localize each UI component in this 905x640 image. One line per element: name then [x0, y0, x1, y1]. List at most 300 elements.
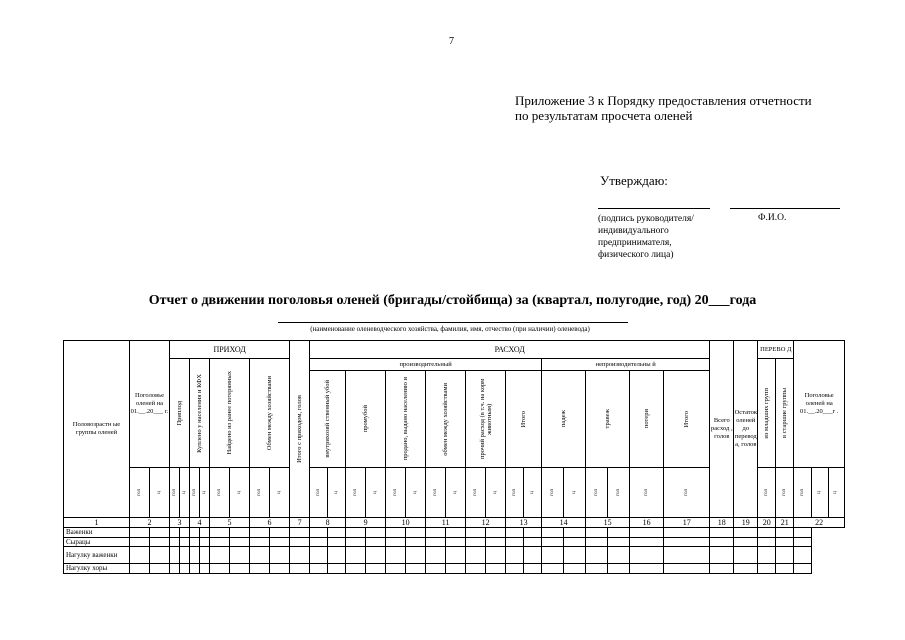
page-number: 7 — [449, 36, 454, 47]
unit-cell — [130, 468, 150, 518]
appendix-line-2: по результатам просчета оленей — [515, 108, 693, 123]
realization-col-label: продано, выдано населению и — [402, 377, 410, 461]
header-productive — [310, 359, 542, 371]
unit-label: гол — [799, 489, 805, 496]
unit-label: ц — [412, 491, 418, 494]
unit-cell — [630, 468, 664, 518]
data-cell[interactable] — [758, 547, 776, 564]
remaining-label: Остаток оленей до перевод а, голов — [734, 409, 757, 448]
header-nonproductive — [542, 359, 710, 371]
data-cell[interactable] — [710, 528, 734, 538]
col-number: 17 — [664, 518, 710, 528]
header-groups — [64, 341, 130, 518]
data-cell[interactable] — [564, 564, 586, 574]
unit-cell — [486, 468, 506, 518]
transfer-col-label: из младших групп — [763, 387, 771, 439]
data-cell[interactable] — [710, 537, 734, 547]
col-number: 8 — [310, 518, 346, 528]
data-cell[interactable] — [150, 528, 170, 538]
data-cell[interactable] — [586, 528, 608, 538]
productive-label: производительный — [399, 360, 452, 368]
data-cell[interactable] — [346, 528, 366, 538]
data-cell[interactable] — [346, 537, 366, 547]
data-cell[interactable] — [776, 564, 794, 574]
data-cell[interactable] — [270, 537, 290, 547]
transfer-label: ПЕРЕВО Д — [760, 345, 792, 353]
data-cell[interactable] — [506, 547, 524, 564]
data-cell[interactable] — [506, 564, 524, 574]
unit-cell — [828, 468, 844, 518]
header-begin-label: Поголовье оленей на 01.__.20___ г. — [130, 392, 169, 415]
realization-col-2 — [346, 371, 386, 468]
data-cell[interactable] — [734, 537, 758, 547]
nonproductive-col-label: Итого — [683, 410, 691, 428]
data-cell[interactable] — [664, 547, 710, 564]
data-cell[interactable] — [446, 547, 466, 564]
header-income-total — [290, 341, 310, 518]
col-number: 7 — [290, 518, 310, 528]
data-cell[interactable] — [406, 528, 426, 538]
data-cell[interactable] — [200, 537, 210, 547]
data-cell[interactable] — [542, 564, 564, 574]
data-cell[interactable] — [386, 547, 406, 564]
data-cell[interactable] — [776, 547, 794, 564]
data-cell[interactable] — [270, 547, 290, 564]
unit-cell — [446, 468, 466, 518]
col-number: 12 — [466, 518, 506, 528]
organization-caption: (наименование оленеводческого хозяйства, фамилия, имя, отчество (при наличии) оленевода) — [310, 325, 590, 333]
data-cell[interactable] — [630, 528, 664, 538]
data-cell[interactable] — [150, 537, 170, 547]
header-end-label: Поголовье оленей на 01.__.20___г . — [799, 392, 839, 415]
col-number: 4 — [190, 518, 210, 528]
data-cell[interactable] — [664, 564, 710, 574]
data-cell[interactable] — [406, 537, 426, 547]
data-cell[interactable] — [466, 547, 486, 564]
realization-col-label: обмен между хозяйствами — [442, 382, 450, 456]
data-cell[interactable] — [446, 564, 466, 574]
unit-cell — [328, 468, 346, 518]
income-total-label: Итого с приходом, голов — [296, 395, 304, 463]
unit-label: ц — [816, 491, 822, 494]
realization-col-3 — [386, 371, 426, 468]
table-row — [64, 564, 845, 574]
unit-label: ц — [276, 491, 282, 494]
data-cell[interactable] — [486, 528, 506, 538]
row-label: Сырацы — [64, 537, 130, 547]
header-total-expense — [710, 341, 734, 518]
data-cell[interactable] — [190, 537, 200, 547]
unit-label: гол — [472, 489, 478, 496]
data-cell[interactable] — [466, 564, 486, 574]
organization-line — [278, 322, 628, 323]
unit-cell — [426, 468, 446, 518]
productive-total-label: Итого — [520, 410, 528, 428]
unit-label: гол — [763, 489, 769, 496]
other-expense-col — [466, 371, 506, 468]
data-cell[interactable] — [270, 528, 290, 538]
data-cell[interactable] — [250, 528, 270, 538]
unit-label: гол — [511, 489, 517, 496]
nonproductive-col-label: потери — [643, 409, 651, 429]
nonproductive-col-3 — [630, 371, 664, 468]
unit-label: ц — [156, 491, 162, 494]
data-cell[interactable] — [230, 528, 250, 538]
income-col-label: Приплод — [176, 400, 183, 426]
data-cell[interactable] — [794, 547, 812, 564]
signature-caption — [598, 213, 694, 261]
data-cell[interactable] — [776, 528, 794, 538]
col-number: 21 — [776, 518, 794, 528]
unit-label: ц — [181, 491, 187, 494]
data-cell[interactable] — [758, 537, 776, 547]
data-cell[interactable] — [366, 537, 386, 547]
data-cell[interactable] — [290, 528, 310, 538]
data-cell[interactable] — [446, 537, 466, 547]
data-cell[interactable] — [608, 547, 630, 564]
name-caption: Ф.И.О. — [758, 213, 787, 223]
report-title: Отчет о движении поголовья оленей (бригады/стойбища) за (квартал, полугодие, год) 20___года — [148, 293, 757, 308]
header-remaining — [734, 341, 758, 518]
signature-caption-line: (подпись руководителя/ — [598, 214, 694, 224]
unit-cell — [466, 468, 486, 518]
data-cell[interactable] — [446, 528, 466, 538]
header-end — [794, 341, 845, 468]
data-cell[interactable] — [486, 564, 506, 574]
row-label: Нагулку хоры — [64, 564, 130, 574]
data-cell[interactable] — [630, 537, 664, 547]
unit-cell — [608, 468, 630, 518]
data-cell[interactable] — [200, 547, 210, 564]
data-cell[interactable] — [250, 537, 270, 547]
col-number: 3 — [170, 518, 190, 528]
data-cell[interactable] — [190, 564, 200, 574]
appendix-line-1: Приложение 3 к Порядку предоставления отчетности — [515, 93, 812, 108]
data-cell[interactable] — [466, 537, 486, 547]
data-cell[interactable] — [758, 528, 776, 538]
unit-label: гол — [315, 489, 321, 496]
data-cell[interactable] — [328, 537, 346, 547]
unit-cell — [506, 468, 524, 518]
income-col-3 — [210, 359, 250, 468]
unit-label: гол — [392, 489, 398, 496]
data-cell[interactable] — [180, 537, 190, 547]
unit-cell — [406, 468, 426, 518]
report-table — [63, 340, 845, 574]
data-cell[interactable] — [346, 564, 366, 574]
data-cell[interactable] — [310, 537, 328, 547]
data-cell[interactable] — [734, 547, 758, 564]
data-cell[interactable] — [524, 537, 542, 547]
nonproductive-col-label: падеж — [560, 410, 568, 428]
nonproductive-col-2 — [586, 371, 630, 468]
realization-col-1 — [310, 371, 346, 468]
col-number: 15 — [586, 518, 630, 528]
total-expense-label: Всего расход , голов — [711, 417, 733, 440]
data-cell[interactable] — [426, 564, 446, 574]
unit-cell — [758, 468, 776, 518]
unit-cell — [200, 468, 210, 518]
col-number: 5 — [210, 518, 250, 528]
data-cell[interactable] — [290, 537, 310, 547]
col-number: 6 — [250, 518, 290, 528]
data-cell[interactable] — [564, 528, 586, 538]
data-cell[interactable] — [170, 547, 180, 564]
unit-label: гол — [191, 489, 197, 496]
data-cell[interactable] — [386, 528, 406, 538]
data-cell[interactable] — [466, 528, 486, 538]
table-row — [64, 537, 845, 547]
unit-cell — [564, 468, 586, 518]
col-number: 18 — [710, 518, 734, 528]
col-number: 9 — [346, 518, 386, 528]
unit-label: гол — [432, 489, 438, 496]
data-cell[interactable] — [210, 547, 230, 564]
data-cell[interactable] — [328, 564, 346, 574]
data-cell[interactable] — [758, 564, 776, 574]
data-cell[interactable] — [542, 547, 564, 564]
unit-cell — [210, 468, 230, 518]
data-cell[interactable] — [150, 564, 170, 574]
signature-caption-line: физического лица) — [598, 250, 674, 260]
unit-cell — [366, 468, 386, 518]
data-cell[interactable] — [426, 528, 446, 538]
data-cell[interactable] — [328, 528, 346, 538]
nonproductive-col-4 — [664, 371, 710, 468]
data-cell[interactable] — [734, 528, 758, 538]
data-cell[interactable] — [586, 547, 608, 564]
data-cell[interactable] — [486, 537, 506, 547]
data-cell[interactable] — [564, 547, 586, 564]
unit-label: гол — [549, 489, 555, 496]
data-cell[interactable] — [210, 537, 230, 547]
realization-col-4 — [426, 371, 466, 468]
data-cell[interactable] — [586, 537, 608, 547]
data-cell[interactable] — [230, 564, 250, 574]
data-cell[interactable] — [170, 564, 180, 574]
data-cell[interactable] — [190, 528, 200, 538]
data-cell[interactable] — [542, 537, 564, 547]
data-cell[interactable] — [608, 528, 630, 538]
data-cell[interactable] — [310, 564, 328, 574]
name-line — [730, 208, 840, 209]
unit-cell — [386, 468, 406, 518]
unit-label: ц — [833, 491, 839, 494]
income-label: ПРИХОД — [213, 344, 246, 354]
unit-label: гол — [615, 489, 621, 496]
col-number: 22 — [794, 518, 845, 528]
productive-total-col — [506, 371, 542, 468]
data-cell[interactable] — [150, 547, 170, 564]
data-cell[interactable] — [328, 547, 346, 564]
unit-label: гол — [136, 489, 142, 496]
data-cell[interactable] — [200, 564, 210, 574]
unit-label: гол — [781, 489, 787, 496]
unit-label: ц — [372, 491, 378, 494]
unit-cell — [310, 468, 328, 518]
signature-caption-line: индивидуального — [598, 226, 669, 236]
col-number: 19 — [734, 518, 758, 528]
transfer-col-label: в старшие группы — [781, 387, 789, 439]
column-number-row — [64, 518, 845, 528]
col-number: 10 — [386, 518, 426, 528]
data-cell[interactable] — [586, 564, 608, 574]
data-cell[interactable] — [630, 547, 664, 564]
data-cell[interactable] — [630, 564, 664, 574]
unit-cell — [542, 468, 564, 518]
unit-label: гол — [352, 489, 358, 496]
other-expense-label: прочий расход (в т.ч. на корм животным) — [478, 378, 493, 460]
row-label: Нагулку важенки — [64, 547, 130, 564]
data-cell[interactable] — [506, 528, 524, 538]
header-transfer — [758, 341, 794, 359]
data-cell[interactable] — [250, 547, 270, 564]
expense-label: РАСХОД — [494, 344, 525, 354]
data-cell[interactable] — [210, 528, 230, 538]
header-begin — [130, 341, 170, 468]
data-cell[interactable] — [170, 537, 180, 547]
approve-label: Утверждаю: — [600, 173, 668, 188]
unit-cell — [150, 468, 170, 518]
nonproductive-col-label: травеж — [604, 409, 612, 429]
appendix-header — [515, 93, 812, 123]
unit-label: гол — [256, 489, 262, 496]
data-cell[interactable] — [794, 564, 812, 574]
unit-cell — [812, 468, 828, 518]
data-cell[interactable] — [180, 547, 190, 564]
transfer-col-2 — [776, 359, 794, 468]
row-label: Важенки — [64, 528, 130, 538]
unit-cell — [664, 468, 710, 518]
unit-cell — [524, 468, 542, 518]
data-cell[interactable] — [210, 564, 230, 574]
data-cell[interactable] — [710, 547, 734, 564]
col-number: 14 — [542, 518, 586, 528]
data-cell[interactable] — [130, 528, 150, 538]
unit-label: гол — [593, 489, 599, 496]
unit-label: гол — [216, 489, 222, 496]
income-col-1 — [170, 359, 190, 468]
unit-label: ц — [236, 491, 242, 494]
data-cell[interactable] — [180, 564, 190, 574]
realization-col-label: внутрихозяй ственный убой — [324, 380, 332, 458]
data-cell[interactable] — [664, 537, 710, 547]
data-cell[interactable] — [664, 528, 710, 538]
col-number: 20 — [758, 518, 776, 528]
data-cell[interactable] — [776, 537, 794, 547]
data-cell[interactable] — [346, 547, 366, 564]
unit-cell — [190, 468, 200, 518]
unit-cell — [250, 468, 270, 518]
data-cell[interactable] — [542, 528, 564, 538]
unit-cell — [794, 468, 812, 518]
data-cell[interactable] — [406, 564, 426, 574]
nonproductive-label: непроизводительны й — [595, 360, 656, 368]
income-col-label: Найдено из ранее потерянных — [226, 371, 233, 455]
income-col-2 — [190, 359, 210, 468]
data-cell[interactable] — [734, 564, 758, 574]
col-number: 1 — [64, 518, 130, 528]
unit-cell — [170, 468, 180, 518]
header-expense — [310, 341, 710, 359]
data-cell[interactable] — [200, 528, 210, 538]
data-cell[interactable] — [366, 547, 386, 564]
data-cell[interactable] — [290, 564, 310, 574]
data-cell[interactable] — [230, 547, 250, 564]
data-cell[interactable] — [608, 564, 630, 574]
header-income — [170, 341, 290, 359]
data-cell[interactable] — [170, 528, 180, 538]
data-cell[interactable] — [794, 528, 812, 538]
data-cell[interactable] — [794, 537, 812, 547]
data-cell[interactable] — [524, 528, 542, 538]
data-cell[interactable] — [564, 537, 586, 547]
income-col-label: Куплено у населения и КФХ — [196, 373, 203, 453]
signature-line — [598, 208, 710, 209]
unit-label: ц — [201, 491, 207, 494]
data-cell[interactable] — [366, 528, 386, 538]
col-number: 13 — [506, 518, 542, 528]
data-cell[interactable] — [366, 564, 386, 574]
data-cell[interactable] — [386, 564, 406, 574]
income-col-4 — [250, 359, 290, 468]
data-cell[interactable] — [270, 564, 290, 574]
data-cell[interactable] — [506, 537, 524, 547]
unit-label: гол — [171, 489, 177, 496]
data-cell[interactable] — [426, 537, 446, 547]
unit-cell — [270, 468, 290, 518]
data-cell[interactable] — [486, 547, 506, 564]
col-number: 11 — [426, 518, 466, 528]
data-cell[interactable] — [130, 547, 150, 564]
data-cell[interactable] — [250, 564, 270, 574]
data-cell[interactable] — [310, 547, 328, 564]
transfer-col-1 — [758, 359, 776, 468]
unit-cell — [230, 468, 250, 518]
signature-caption-line: предпринимателя, — [598, 238, 672, 248]
unit-cell — [346, 468, 366, 518]
data-cell[interactable] — [290, 547, 310, 564]
unit-label: ц — [571, 491, 577, 494]
data-cell[interactable] — [524, 547, 542, 564]
unit-label: ц — [452, 491, 458, 494]
unit-cell — [586, 468, 608, 518]
data-cell[interactable] — [386, 537, 406, 547]
data-cell[interactable] — [310, 528, 328, 538]
data-cell[interactable] — [130, 537, 150, 547]
unit-cell — [776, 468, 794, 518]
data-cell[interactable] — [130, 564, 150, 574]
table-row — [64, 547, 845, 564]
data-cell[interactable] — [190, 547, 200, 564]
data-cell[interactable] — [406, 547, 426, 564]
col-number: 2 — [130, 518, 170, 528]
unit-label: ц — [529, 491, 535, 494]
realization-col-label: промубой — [362, 405, 370, 433]
nonproductive-col-1 — [542, 371, 586, 468]
unit-label: ц — [492, 491, 498, 494]
unit-cell — [180, 468, 190, 518]
data-cell[interactable] — [524, 564, 542, 574]
data-cell[interactable] — [608, 537, 630, 547]
data-cell[interactable] — [180, 528, 190, 538]
income-col-label: Обмен между хозяйствами — [266, 375, 274, 451]
data-cell[interactable] — [710, 564, 734, 574]
data-cell[interactable] — [230, 537, 250, 547]
table-row — [64, 528, 845, 538]
unit-label: ц — [333, 491, 339, 494]
data-cell[interactable] — [426, 547, 446, 564]
